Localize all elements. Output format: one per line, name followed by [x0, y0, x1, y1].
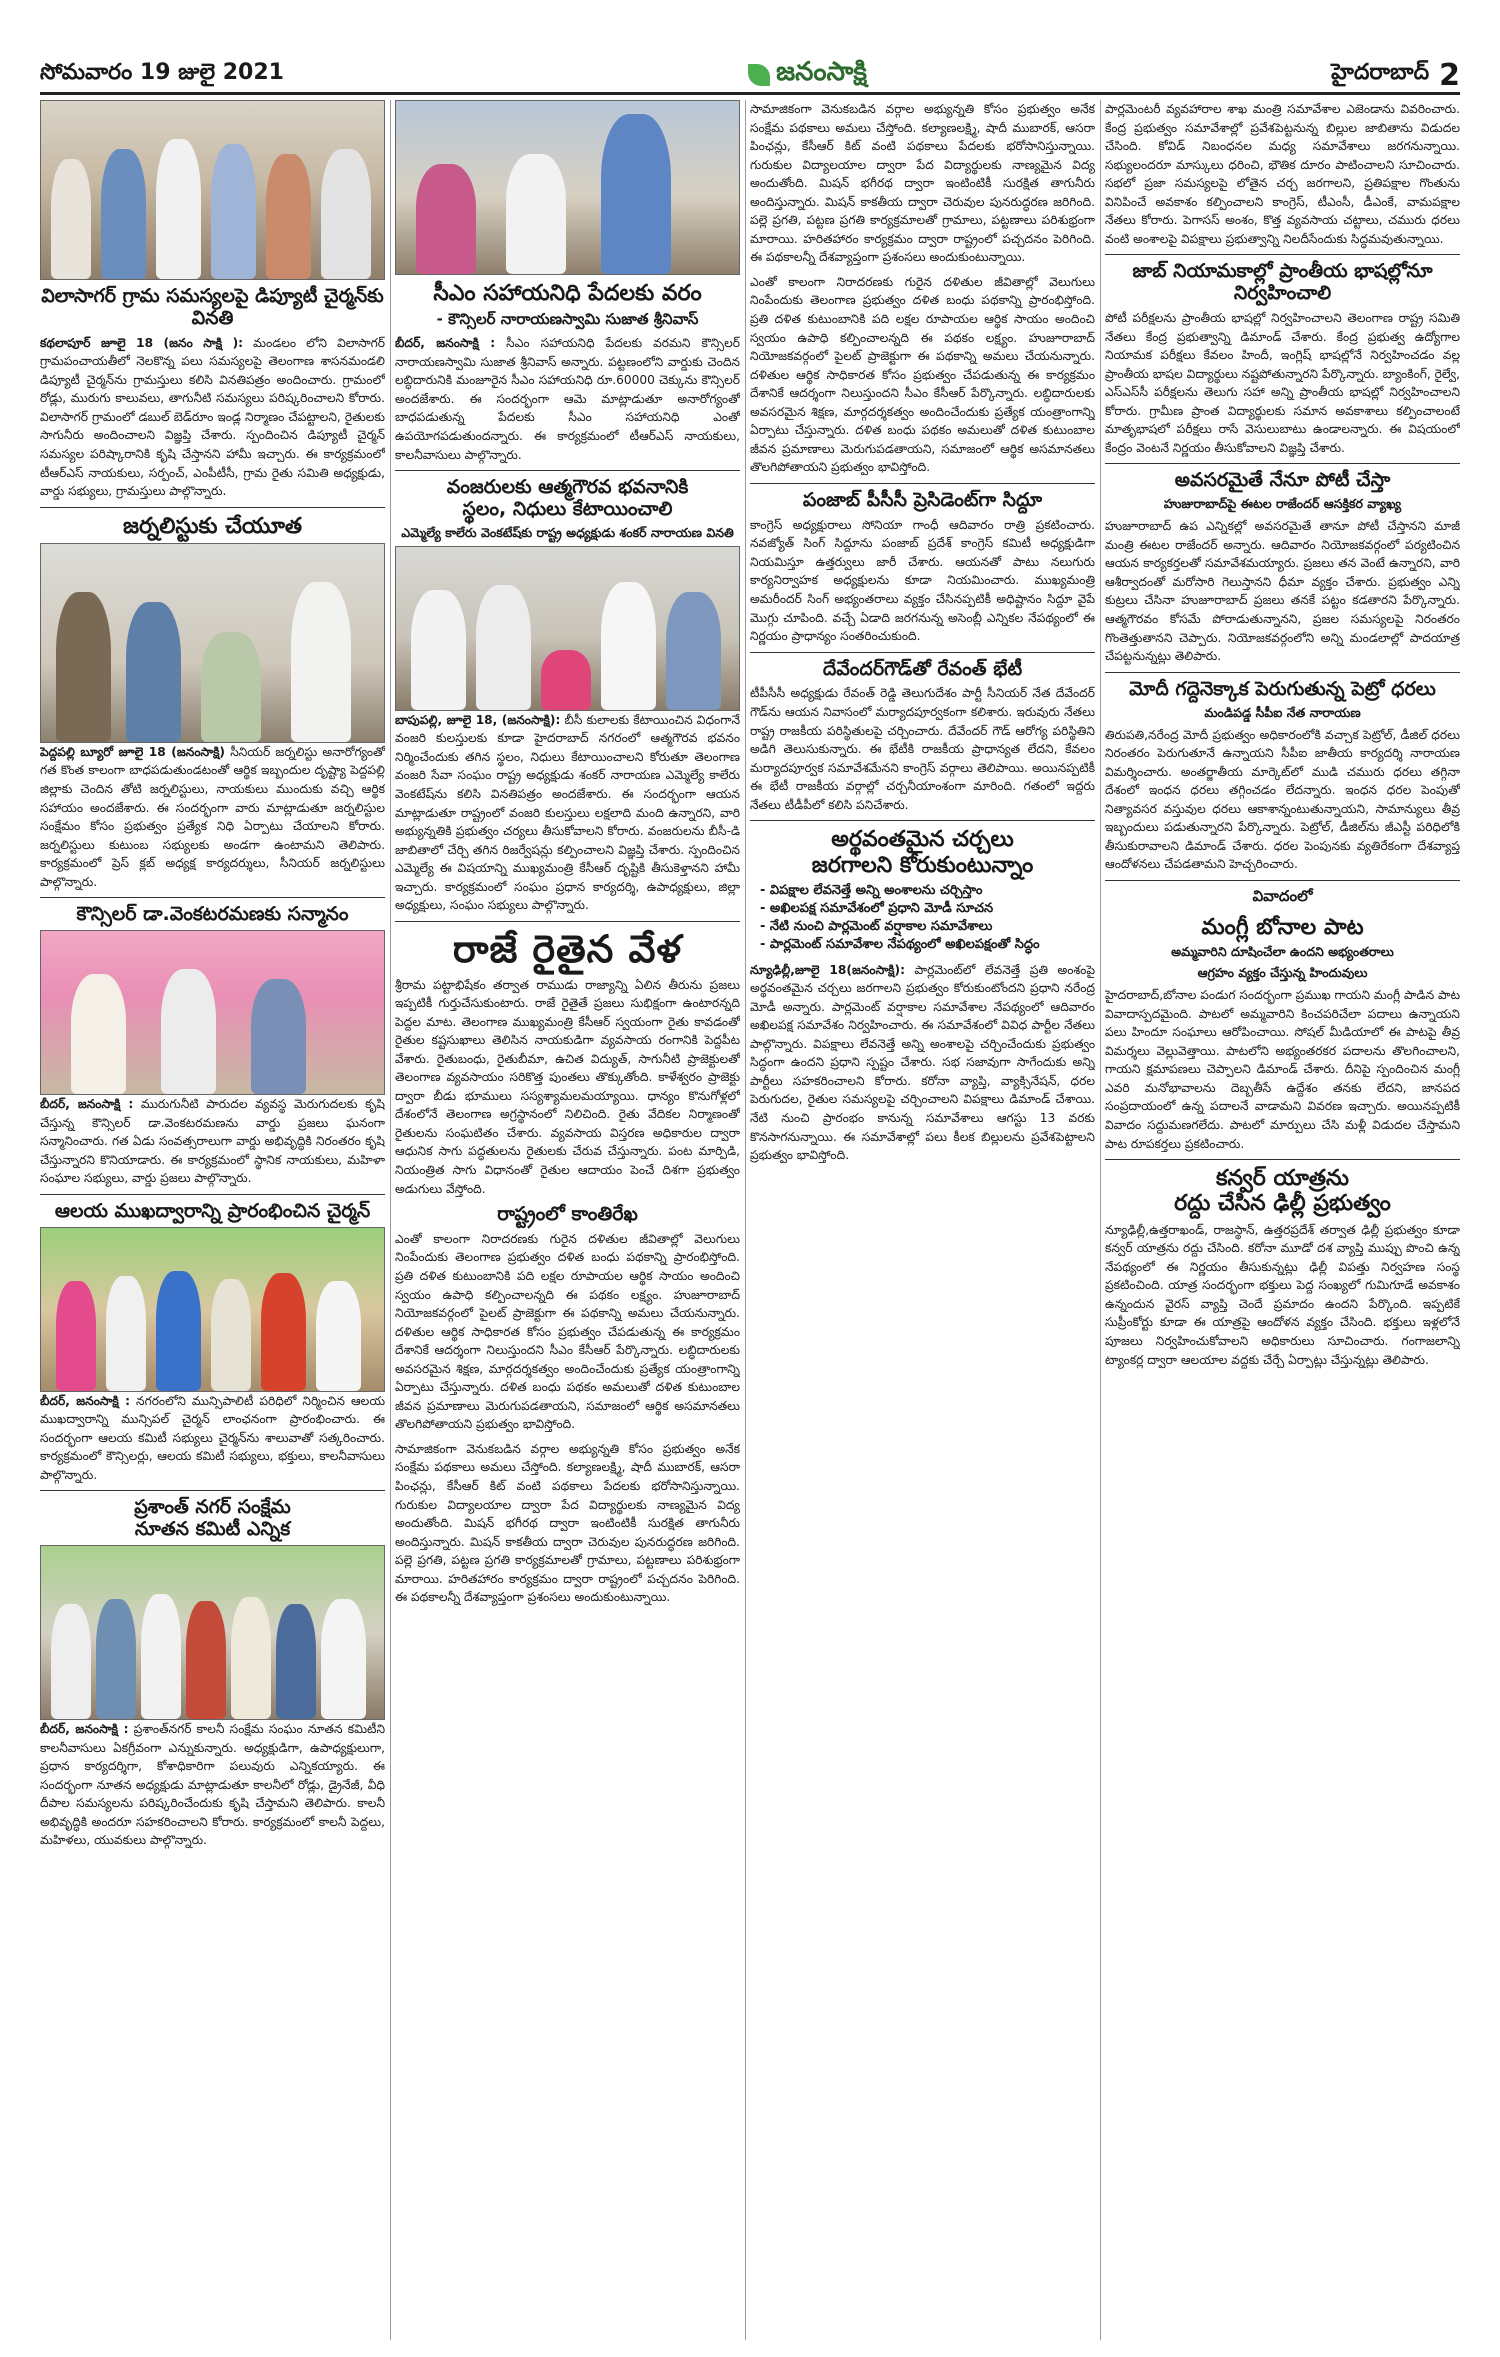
photo-temple [40, 1227, 385, 1392]
bullet-item: - నేటి నుంచి పార్లమెంట్ వర్షాకాల సమావేశాలు [760, 919, 993, 935]
headline-kanwar: కన్వర్ యాత్రను రద్దు చేసిన ఢిల్లీ ప్రభుత్వం [1174, 1166, 1391, 1217]
headline-prashanthnagar: ప్రశాంత్ నగర్ సంక్షేమ నూతన కమిటీ ఎన్నిక [134, 1496, 291, 1541]
article-song: హైదరాబాద్,బోనాల పండుగ సందర్భంగా ప్రముఖ గాయని మంగ్లీ పాడిన పాట వివాదాస్పదమైంది. పాటలో అమ్మవారిని కించపరిచేలా పదాలు ఉన్నాయని పలు హిందూ సంఘాలు ఆరోపించాయి. సోషల్ మీడియాలో ఈ పాటపై తీవ్ర విమర్శలు వెల్లువెత్తాయి. పాటలోని అభ్యంతరకర పదాలను తొలగించాలని, గాయని క్షమాపణలు చెప్పాలని డిమాండ్ చేశారు. దీనిపై స్పందించిన మంగ్లీ ఎవరి మనోభావాలను దెబ్బతీసే ఉద్దేశం తనకు లేదని, జానపద సంప్రదాయంలో ఉన్న పదాలనే వాడామని వివరణ ఇచ్చారు. అయినప్పటికీ వివాదం సద్దుమణగలేదు. పాటలో మార్పులు చేసి మళ్లీ విడుదల చేస్తామని పాట రూపకర్తలు ప్రకటించారు. [1105, 988, 1460, 1151]
article-continued-dalit: ఎంతో కాలంగా నిరాదరణకు గురైన దళితుల జీవితాల్లో వెలుగులు నింపేందుకు తెలంగాణ ప్రభుత్వం దళిత బంధు పథకాన్ని ప్రారంభిస్తోంది. ప్రతి దళిత కుటుంబానికి పది లక్షల రూపాయల ఆర్థిక సాయం అందించి స్వయం ఉపాధి కల్పించాలన్నది ఈ పథకం లక్ష్యం. హుజూరాబాద్ నియోజకవర్గంలో పైలట్ ప్రాజెక్టుగా ఈ పథకాన్ని అమలు చేయనున్నారు. దళితుల ఆర్థిక సాధికారత కోసం ప్రభుత్వం చేపడుతున్న ఈ కార్యక్రమం దేశానికే ఆదర్శంగా నిలుస్తుందని సీఎం కేసీఆర్ పేర్కొన్నారు. లబ్ధిదారులకు అవసరమైన శిక్షణ, మార్గదర్శకత్వం అందించేందుకు ప్రత్యేక యంత్రాంగాన్ని ఏర్పాటు చేస్తున్నారు. దళిత బంధు పథకం అమలుతో దళిత కుటుంబాల జీవన ప్రమాణాలు మెరుగుపడతాయని, సమాజంలో ఆర్థిక అసమానతలు తొలగిపోతాయని ప్రభుత్వం భావిస్తోంది. [750, 274, 1095, 475]
subhead-petrol: మండిపడ్డ సీపీఐ నేత నారాయణ [1204, 704, 1361, 720]
issue-date: సోమవారం 19 జులై 2021 [40, 60, 284, 85]
headline-temple: ఆలయ ముఖద్వారాన్ని ప్రారంభించిన చైర్మన్ [54, 1199, 371, 1222]
column-1 [40, 100, 385, 2340]
headline-counselor: కౌన్సిలర్ డా.వెంకటరమణకు సన్మానం [76, 903, 349, 926]
headline-song: మంగ్లీ బోనాల పాట [1201, 914, 1364, 940]
headline-petrol: మోదీ గద్దెనెక్కాక పెరుగుతున్న పెట్రో ధరలు [1129, 677, 1436, 700]
edition-info [1331, 58, 1460, 93]
photo-vilasagar [40, 100, 385, 280]
bullet-item: - పార్లమెంట్ సమావేశాల నేపథ్యంలో అఖిలపక్షంతో సిద్ధం [760, 937, 1040, 953]
article-parliament-continued: పార్లమెంటరీ వ్యవహారాల శాఖ మంత్రి సమావేశాల ఎజెండాను వివరించారు. కేంద్ర ప్రభుత్వం సమావేశాల్లో ప్రవేశపెట్టనున్న బిల్లుల జాబితాను విడుదల చేసింది. కోవిడ్ నిబంధనల మధ్య సమావేశాలు జరగనున్నాయి. సభ్యులందరూ మాస్కులు ధరించి, భౌతిక దూరం పాటించాలని సూచించారు. సభలో ప్రజా సమస్యలపై లోతైన చర్చ జరగాలని, ప్రతిపక్షాల గొంతును వినిపించే అవకాశం కల్పించాలని కాంగ్రెస్, టీఎంసీ, డీఎంకే, వామపక్షాల నేతలు కోరారు. పెగాసస్ అంశం, కొత్త వ్యవసాయ చట్టాలు, చమురు ధరలు వంటి అంశాలపై విపక్షాలు ప్రభుత్వాన్ని నిలదీసేందుకు సిద్ధమవుతున్నాయి. [1105, 102, 1460, 246]
article-raje: శ్రీరామ పట్టాభిషేకం తర్వాత రాముడు రాజ్యాన్ని ఏలిన తీరును ప్రజలు ఇప్పటికీ గుర్తుచేసుకుంటారు. రాజే రైతైతే ప్రజలు సుభిక్షంగా ఉంటారన్నది పెద్దల మాట. తెలంగాణ ముఖ్యమంత్రి కేసీఆర్ స్వయంగా రైతు కావడంతో రైతుల కష్టసుఖాలు తెలిసిన నాయకుడిగా వ్యవసాయ రంగానికి పెద్దపీట వేశారు. రైతుబంధు, రైతుబీమా, ఉచిత విద్యుత్, సాగునీటి ప్రాజెక్టులతో తెలంగాణ వ్యవసాయం సరికొత్త పుంతలు తొక్కుతోంది. కాళేశ్వరం ప్రాజెక్టు ద్వారా బీడు భూములు సస్యశ్యామలమయ్యాయి. ధాన్యం కొనుగోళ్లలో దేశంలోనే తెలంగాణ అగ్రస్థానంలో నిలిచింది. రైతు వేదికల నిర్మాణంతో రైతులను సంఘటితం చేశారు. వ్యవసాయ విస్తరణ అధికారుల ద్వారా ఆధునిక సాగు పద్ధతులను రైతులకు చేరువ చేస్తున్నారు. పంట మార్పిడి, నియంత్రిత సాగు విధానంతో రైతుల ఆదాయం పెంచే దిశగా ప్రభుత్వం అడుగులు వేస్తోంది. [395, 977, 740, 1196]
headline-cmrf: సీఎం సహాయనిధి పేదలకు వరం [433, 281, 702, 306]
newspaper-logo [748, 57, 867, 93]
article-kanwar: న్యూఢిల్లీ,ఉత్తరాఖండ్, రాజస్థాన్, ఉత్తరప్రదేశ్ తర్వాత ఢిల్లీ ప్రభుత్వం కూడా కన్వర్ యాత్రను రద్దు చేసింది. కరోనా మూడో దశ వ్యాప్తి ముప్పు పొంచి ఉన్న నేపథ్యంలో ఈ నిర్ణయం తీసుకున్నట్లు ఢిల్లీ విపత్తు నిర్వహణ సంస్థ ప్రకటించింది. యాత్ర సందర్భంగా భక్తులు పెద్ద సంఖ్యలో గుమిగూడే అవకాశం ఉన్నందున వైరస్ వ్యాప్తి చెందే ప్రమాదం ఉందని పేర్కొంది. ఇప్పటికే సుప్రీంకోర్టు కూడా ఈ యాత్రపై ఆందోళన వ్యక్తం చేసింది. భక్తులు ఇళ్లలోనే పూజలు నిర్వహించుకోవాలని అధికారులు సూచించారు. గంగాజలాన్ని ట్యాంకర్ల ద్వారా ఆలయాల వద్దకు చేర్చే ఏర్పాట్లు చేస్తున్నట్లు తెలిపారు. [1105, 1222, 1460, 1367]
newspaper-name: జనంసాక్షి [776, 57, 867, 87]
article-huzurabad: హుజూరాబాద్ ఉప ఎన్నికల్లో అవసరమైతే తానూ పోటీ చేస్తానని మాజీ మంత్రి ఈటల రాజేందర్ అన్నారు. ఆదివారం నియోజకవర్గంలో పర్యటించిన ఆయన కార్యకర్తలతో సమావేశమయ్యారు. ప్రజలు తన వెంటే ఉన్నారని, వారి ఆశీర్వాదంతో మరోసారి గెలుస్తానని ధీమా వ్యక్తం చేశారు. ప్రభుత్వం ఎన్ని కుట్రలు చేసినా హుజూరాబాద్ ప్రజలు తనకే పట్టం కడతారని పేర్కొన్నారు. ఆత్మగౌరవం కోసమే పోరాడుతున్నానని, ప్రజల సమస్యలపై నిరంతరం గొంతెత్తుతానని చెప్పారు. నియోజకవర్గంలోని అన్ని మండలాల్లో పాదయాత్ర చేపట్టనున్నట్లు తెలిపారు. [1105, 519, 1460, 664]
article-prashanthnagar: బీదర్, జనంసాక్షి : ప్రశాంత్‌నగర్ కాలనీ సంక్షేమ సంఘం నూతన కమిటీని కాలనీవాసులు ఏకగ్రీవంగా ఎన్నుకున్నారు. అధ్యక్షుడిగా, ఉపాధ్యక్షులుగా, ప్రధాన కార్యదర్శిగా, కోశాధికారిగా పలువురు ఎన్నికయ్యారు. ఈ సందర్భంగా నూతన అధ్యక్షుడు మాట్లాడుతూ కాలనీలో రోడ్లు, డ్రైనేజీ, వీధి దీపాల సమస్యలను పరిష్కరించేందుకు కృషి చేస్తామని తెలిపారు. కాలనీ అభివృద్ధికి అందరూ సహకరించాలని కోరారు. కార్యక్రమంలో కాలనీ పెద్దలు, మహిళలు, యువకులు పాల్గొన్నారు. [40, 1722, 385, 1848]
headline-raje: రాజే రైతైన వేళ [452, 926, 683, 971]
article-language: పోటీ పరీక్షలను ప్రాంతీయ భాషల్లో నిర్వహించాలని తెలంగాణ రాష్ట్ర సమితి నేతలు కేంద్ర ప్రభుత్వాన్ని డిమాండ్ చేశారు. కేంద్ర ప్రభుత్వ ఉద్యోగాల నియామక పరీక్షలు కేవలం హిందీ, ఇంగ్లిష్ భాషల్లోనే నిర్వహించడం వల్ల ప్రాంతీయ భాషల విద్యార్థులు నష్టపోతున్నారని పేర్కొన్నారు. బ్యాంకింగ్, రైల్వే, ఎస్‌ఎస్‌సీ పరీక్షలను తెలుగు సహా అన్ని ప్రాంతీయ భాషల్లో నిర్వహించాలని కోరారు. గ్రామీణ ప్రాంత విద్యార్థులకు సమాన అవకాశాలు కల్పించాలంటే మాతృభాషలో పరీక్షలు రాసే వెసులుబాటు ఉండాలన్నారు. ఈ విషయంలో కేంద్రం వెంటనే నిర్ణయం తీసుకోవాలని విజ్ఞప్తి చేశారు. [1105, 311, 1460, 455]
headline-devender: దేవేందర్‌గౌడ్‌తో రేవంత్ భేటీ [822, 657, 1023, 680]
subhead-huzurabad: హుజురాబాద్‌పై ఈటల రాజేందర్ ఆసక్తికర వ్యాఖ్య [1163, 496, 1402, 512]
article-vilasagar: కథలాపూర్ జూలై 18 (జనం సాక్షి ): మండలం లోని విలాసాగర్ గ్రామపంచాయతీలో నెలకొన్న పలు సమస్యలపై తెలంగాణ శాసనమండలి డిప్యూటీ చైర్మన్‌ను గ్రామస్తులు కలిసి వినతిపత్రం అందించారు. గ్రామంలో రోడ్లు, మురుగు కాలువలు, తాగునీటి సమస్యలు పరిష్కరించాలని కోరారు. విలాసాగర్ గ్రామంలో డబుల్ బెడ్‌రూం ఇండ్ల నిర్మాణం చేపట్టాలని, రైతులకు సాగునీరు అందించాలని విజ్ఞప్తి చేశారు. స్పందించిన డిప్యూటీ చైర్మన్ సమస్యల పరిష్కారానికి కృషి చేస్తానని హామీ ఇచ్చారు. ఈ కార్యక్రమంలో టీఆర్ఎస్ నాయకులు, సర్పంచ్, ఎంపీటీసీ, గ్రామ రైతు సమితి అధ్యక్షుడు, వార్డు సభ్యులు, గ్రామస్తులు పాల్గొన్నారు. [40, 335, 385, 499]
article-petrol: తిరుపతి,నరేంద్ర మోదీ ప్రభుత్వం అధికారంలోకి వచ్చాక పెట్రోల్, డీజిల్ ధరలు నిరంతరం పెరుగుతూనే ఉన్నాయని సీపీఐ జాతీయ కార్యదర్శి నారాయణ విమర్శించారు. అంతర్జాతీయ మార్కెట్‌లో ముడి చమురు ధరలు తగ్గినా దేశంలో ఇంధన ధరలు తగ్గించడం లేదన్నారు. ఇంధన ధరల పెంపుతో నిత్యావసర వస్తువుల ధరలు ఆకాశాన్నంటుతున్నాయని, సామాన్యులు తీవ్ర ఇబ్బందులు పడుతున్నారని పేర్కొన్నారు. పెట్రోల్, డీజిల్‌ను జీఎస్టీ పరిధిలోకి తీసుకురావాలని డిమాండ్ చేశారు. ధరల పెంపునకు వ్యతిరేకంగా దేశవ్యాప్త ఆందోళనలు చేపడతామని హెచ్చరించారు. [1105, 727, 1460, 872]
headline-huzurabad: అవసరమైతే నేనూ పోటీ చేస్తా [1174, 469, 1391, 492]
bullet-item: - అఖిలపక్ష సమావేశంలో ప్రధాని మోడీ సూచన [760, 901, 994, 917]
photo-prashanthnagar [40, 1545, 385, 1720]
parliament-bullets [760, 882, 1095, 955]
headline-sidhu: పంజాబ్ పీసీసీ ప్రెసిడెంట్‌గా సిద్దూ [802, 488, 1043, 511]
article-devender: టీపీసీసీ అధ్యక్షుడు రేవంత్ రెడ్డి తెలుగుదేశం పార్టీ సీనియర్ నేత దేవేందర్ గౌడ్‌ను ఆయన నివాసంలో మర్యాదపూర్వకంగా కలిశారు. ఇరువురు నేతలు రాష్ట్ర రాజకీయ పరిస్థితులపై చర్చించారు. దేవేందర్ గౌడ్ ఆరోగ్య పరిస్థితిని అడిగి తెలుసుకున్నారు. ఈ భేటీకి రాజకీయ ప్రాధాన్యత లేదని, కేవలం మర్యాదపూర్వక సమావేశమేనని కాంగ్రెస్ వర్గాలు తెలిపాయి. అయినప్పటికీ ఈ భేటీ రాజకీయ వర్గాల్లో చర్చనీయాంశంగా మారింది. గతంలో ఇద్దరు నేతలు టీడీపీలో కలిసి పనిచేశారు. [750, 686, 1095, 812]
column-3 [750, 100, 1095, 2340]
headline-vanjari: వంజరులకు ఆత్మగౌరవ భవనానికి స్థలం, నిధులు కేటాయించాలి [446, 476, 689, 520]
subhead-cmrf: - కౌన్సిలర్ నారాయణస్వామి సుజాత శ్రీనివాస్ [436, 310, 699, 329]
leaf-icon [748, 64, 770, 86]
headline-journalists: జర్నలిస్టుకు చేయూత [122, 513, 303, 539]
article-temple: బీదర్, జనంసాక్షి : నగరంలోని మున్సిపాలిటీ పరిధిలో నిర్మించిన ఆలయ ముఖద్వారాన్ని మున్సిపల్ చైర్మన్ లాంఛనంగా ప్రారంభించారు. ఈ సందర్భంగా ఆలయ కమిటీ సభ్యులు చైర్మన్‌ను శాలువాతో సత్కరించారు. కార్యక్రమంలో కౌన్సిలర్లు, ఆలయ కమిటీ సభ్యులు, భక్తులు, కాలనీవాసులు పాల్గొన్నారు. [40, 1393, 385, 1482]
article-vanjari: బాపుపల్లి, జూలై 18, (జనంసాక్షి): బీసీ కులాలకు కేటాయించిన విధంగానే వంజరి కులస్తులకు కూడా హైదరాబాద్ నగరంలో ఆత్మగౌరవ భవనం నిర్మించేందుకు తగిన స్థలం, నిధులు కేటాయించాలని కోరుతూ తెలంగాణ వంజరి సేవా సంఘం రాష్ట్ర అధ్యక్షుడు శంకర్ నారాయణ ఎమ్మెల్యే కాలేరు వెంకటేష్‌ను కలిసి వినతిపత్రం అందజేశారు. ఈ సందర్భంగా ఆయన మాట్లాడుతూ రాష్ట్రంలో వంజరి కులస్తులు లక్షలాది మంది ఉన్నారని, వారి అభ్యున్నతికి ప్రభుత్వం చర్యలు తీసుకోవాలని కోరారు. వంజరులను బీసీ-డి జాబితాలో చేర్చి తగిన రిజర్వేషన్లు కల్పించాలని విజ్ఞప్తి చేశారు. స్పందించిన ఎమ్మెల్యే ఈ విషయాన్ని ముఖ్యమంత్రి కేసీఆర్ దృష్టికి తీసుకెళ్తానని హామీ ఇచ్చారు. కార్యక్రమంలో సంఘం ప్రధాన కార్యదర్శి, ఉపాధ్యక్షులు, జిల్లా అధ్యక్షులు, సంఘం సభ్యులు పాల్గొన్నారు. [395, 712, 740, 913]
subhead-song: అమ్మవారిని దూషించేలా ఉందని అభ్యంతరాలు [1171, 944, 1394, 960]
edition-city: హైదరాబాద్ [1331, 60, 1430, 85]
photo-journalists [40, 543, 385, 743]
subhead-vanjari: ఎమ్మెల్యే కాలేరు వెంకటేష్‌కు రాష్ట్ర అధ్యక్షుడు శంకర్ నారాయణ వినతి [401, 524, 734, 540]
article-cmrf: బీదర్, జనంసాక్షి : సీఎం సహాయనిధి పేదలకు వరమని కౌన్సిలర్ నారాయణస్వామి సుజాత శ్రీనివాస్ అన్నారు. పట్టణంలోని వార్డుకు చెందిన లబ్ధిదారునికి మంజూరైన సీఎం సహాయనిధి రూ.60000 చెక్కును కౌన్సిలర్ అందజేశారు. ఈ సందర్భంగా ఆమె మాట్లాడుతూ అనారోగ్యంతో బాధపడుతున్న పేదలకు సీఎం సహాయనిధి ఎంతో ఉపయోగపడుతుందన్నారు. ఈ కార్యక్రమంలో టీఆర్ఎస్ నాయకులు, కాలనీవాసులు పాల్గొన్నారు. [395, 336, 740, 462]
article-dalitbandhu: ఎంతో కాలంగా నిరాదరణకు గురైన దళితుల జీవితాల్లో వెలుగులు నింపేందుకు తెలంగాణ ప్రభుత్వం దళిత బంధు పథకాన్ని ప్రారంభిస్తోంది. ప్రతి దళిత కుటుంబానికి పది లక్షల రూపాయల ఆర్థిక సాయం అందించి స్వయం ఉపాధి కల్పించాలన్నది ఈ పథకం లక్ష్యం. హుజూరాబాద్ నియోజకవర్గంలో పైలట్ ప్రాజెక్టుగా ఈ పథకాన్ని అమలు చేయనున్నారు. దళితుల ఆర్థిక సాధికారత కోసం ప్రభుత్వం చేపడుతున్న ఈ కార్యక్రమం దేశానికే ఆదర్శంగా నిలుస్తుందని సీఎం కేసీఆర్ పేర్కొన్నారు. లబ్ధిదారులకు అవసరమైన శిక్షణ, మార్గదర్శకత్వం అందించేందుకు ప్రత్యేక యంత్రాంగాన్ని ఏర్పాటు చేస్తున్నారు. దళిత బంధు పథకం అమలుతో దళిత కుటుంబాల జీవన ప్రమాణాలు మెరుగుపడతాయని, సమాజంలో ఆర్థిక అసమానతలు తొలగిపోతాయని ప్రభుత్వం భావిస్తోంది. [395, 1231, 740, 1432]
kicker-song: వివాదంలో [1252, 886, 1313, 905]
column-4 [1105, 100, 1460, 2340]
article-sidhu: కాంగ్రెస్ అధ్యక్షురాలు సోనియా గాంధీ ఆదివారం రాత్రి ప్రకటించారు. నవజ్యోత్ సింగ్ సిద్దూను పంజాబ్ ప్రదేశ్ కాంగ్రెస్ కమిటీ అధ్యక్షుడిగా నియమిస్తూ ఉత్తర్వులు జారీ చేశారు. ఆయనతో పాటు నలుగురు కార్యనిర్వాహక అధ్యక్షులను కూడా నియమించారు. ముఖ్యమంత్రి అమరీందర్ సింగ్ అభ్యంతరాలు వ్యక్తం చేసినప్పటికీ అధిష్టానం సిద్దూ వైపే మొగ్గు చూపింది. వచ్చే ఏడాది జరగనున్న అసెంబ్లీ ఎన్నికల నేపథ్యంలో ఈ నిర్ణయం ప్రాధాన్యం సంతరించుకుంది. [750, 517, 1095, 644]
photo-vanjari [395, 546, 740, 711]
headline-dalitbandhu: రాష్ట్రంలో కాంతిరేఖ [497, 1203, 638, 1226]
page-number: 2 [1439, 57, 1460, 93]
article-parliament: న్యూఢిల్లీ,జూలై 18(జనంసాక్షి): పార్లమెంట్‌లో లేవనెత్తే ప్రతి అంశంపై అర్థవంతమైన చర్చలు జరగాలని ప్రభుత్వం కోరుకుంటోందని ప్రధాని నరేంద్ర మోడీ అన్నారు. పార్లమెంట్ వర్షాకాల సమావేశాల నేపథ్యంలో ఆదివారం అఖిలపక్ష సమావేశం నిర్వహించారు. ఈ సమావేశంలో వివిధ పార్టీల నేతలు పాల్గొన్నారు. విపక్షాలు లేవనెత్తే అన్ని అంశాలపై చర్చించేందుకు ప్రభుత్వం సిద్ధంగా ఉందని ప్రధాని స్పష్టం చేశారు. సభ సజావుగా సాగేందుకు అన్ని పార్టీలు సహకరించాలని కోరారు. కరోనా వ్యాప్తి, వ్యాక్సినేషన్, ధరల పెరుగుదల, రైతుల సమస్యలపై చర్చించాలని విపక్షాలు డిమాండ్ చేశాయి. నేటి నుంచి ప్రారంభం కానున్న సమావేశాలు ఆగస్టు 13 వరకు కొనసాగనున్నాయి. ఈ సమావేశాల్లో పలు కీలక బిల్లులను ప్రవేశపెట్టాలని ప్రభుత్వం భావిస్తోంది. [750, 962, 1095, 1163]
article-counselor: బీదర్, జనంసాక్షి : మురుగునీటి పారుదల వ్యవస్థ మెరుగుదలకు కృషి చేస్తున్న కౌన్సిలర్ డా.వెంకటరమణను వార్డు ప్రజలు ఘనంగా సన్మానించారు. గత ఏడు సంవత్సరాలుగా వార్డు అభివృద్ధికి నిరంతరం కృషి చేస్తున్నారని కొనియాడారు. ఈ కార్యక్రమంలో స్థానిక నాయకులు, మహిళా సంఘాల సభ్యులు, వార్డు ప్రజలు పాల్గొన్నారు. [40, 1097, 385, 1186]
article-welfare: సామాజికంగా వెనుకబడిన వర్గాల అభ్యున్నతి కోసం ప్రభుత్వం అనేక సంక్షేమ పథకాలు అమలు చేస్తోంది. కల్యాణలక్ష్మి, షాదీ ముబారక్, ఆసరా పింఛన్లు, కేసీఆర్ కిట్ వంటి పథకాలు పేదలకు భరోసానిస్తున్నాయి. గురుకుల విద్యాలయాల ద్వారా పేద విద్యార్థులకు నాణ్యమైన విద్య అందుతోంది. మిషన్ భగీరథ ద్వారా ఇంటింటికీ సురక్షిత తాగునీరు అందిస్తున్నారు. మిషన్ కాకతీయ ద్వారా చెరువుల పునరుద్ధరణ జరిగింది. పల్లె ప్రగతి, పట్టణ ప్రగతి కార్యక్రమాలతో గ్రామాలు, పట్టణాలు పరిశుభ్రంగా మారాయి. హరితహారం కార్యక్రమం ద్వారా రాష్ట్రంలో పచ్చదనం పెరిగింది. ఈ పథకాలన్నీ దేశవ్యాప్తంగా ప్రశంసలు అందుకుంటున్నాయి. [395, 1441, 740, 1605]
masthead [40, 58, 1460, 95]
column-2 [395, 100, 740, 2340]
column-divider [1100, 100, 1101, 2340]
column-divider [745, 100, 746, 2340]
article-continued: సామాజికంగా వెనుకబడిన వర్గాల అభ్యున్నతి కోసం ప్రభుత్వం అనేక సంక్షేమ పథకాలు అమలు చేస్తోంది. కల్యాణలక్ష్మి, షాదీ ముబారక్, ఆసరా పింఛన్లు, కేసీఆర్ కిట్ వంటి పథకాలు పేదలకు భరోసానిస్తున్నాయి. గురుకుల విద్యాలయాల ద్వారా పేద విద్యార్థులకు నాణ్యమైన విద్య అందుతోంది. మిషన్ భగీరథ ద్వారా ఇంటింటికీ సురక్షిత తాగునీరు అందిస్తున్నారు. మిషన్ కాకతీయ ద్వారా చెరువుల పునరుద్ధరణ జరిగింది. పల్లె ప్రగతి, పట్టణ ప్రగతి కార్యక్రమాలతో గ్రామాలు, పట్టణాలు పరిశుభ్రంగా మారాయి. హరితహారం కార్యక్రమం ద్వారా రాష్ట్రంలో పచ్చదనం పెరిగింది. ఈ పథకాలన్నీ దేశవ్యాప్తంగా ప్రశంసలు అందుకుంటున్నాయి. [750, 102, 1095, 265]
headline-vilasagar: విలాసాగర్ గ్రామ సమస్యలపై డిప్యూటీ చైర్మన్‌కు వినతి [41, 285, 384, 329]
photo-cmrf [395, 100, 740, 275]
subhead-song-2: ఆగ్రహం వ్యక్తం చేస్తున్న హిందువులు [1197, 965, 1368, 981]
headline-parliament: అర్థవంతమైన చర్చలు జరగాలని కోరుకుంటున్నాం [811, 827, 1034, 878]
column-divider [390, 100, 391, 2340]
bullet-item: - విపక్షాల లేవనెత్తే అన్ని అంశాలను చర్చిస్తాం [760, 882, 983, 898]
headline-language: జాబ్ నియామకాల్లో ప్రాంతీయ భాషల్లోనూ నిర్వహించాలి [1132, 260, 1433, 305]
photo-counselor [40, 930, 385, 1095]
article-journalists: పెద్దపల్లి బ్యూరో జూలై 18 (జనంసాక్షి) సీనియర్ జర్నలిస్టు అనారోగ్యంతో గత కొంత కాలంగా బాధపడుతుండటంతో ఆర్థిక ఇబ్బందుల దృష్ట్యా పెద్దపల్లి జిల్లాకు చెందిన తోటి జర్నలిస్టులు, నాయకులు ముందుకు వచ్చి ఆర్థిక సహాయం అందజేశారు. ఈ సందర్భంగా వారు మాట్లాడుతూ జర్నలిస్టుల సంక్షేమం కోసం ప్రభుత్వం ప్రత్యేక నిధి ఏర్పాటు చేయాలని కోరారు. జర్నలిస్టులు కుటుంబ సభ్యులకు అండగా ఉంటామని తెలిపారు. కార్యక్రమంలో ప్రెస్ క్లబ్ అధ్యక్ష కార్యదర్శులు, సీనియర్ జర్నలిస్టులు పాల్గొన్నారు. [40, 744, 385, 889]
